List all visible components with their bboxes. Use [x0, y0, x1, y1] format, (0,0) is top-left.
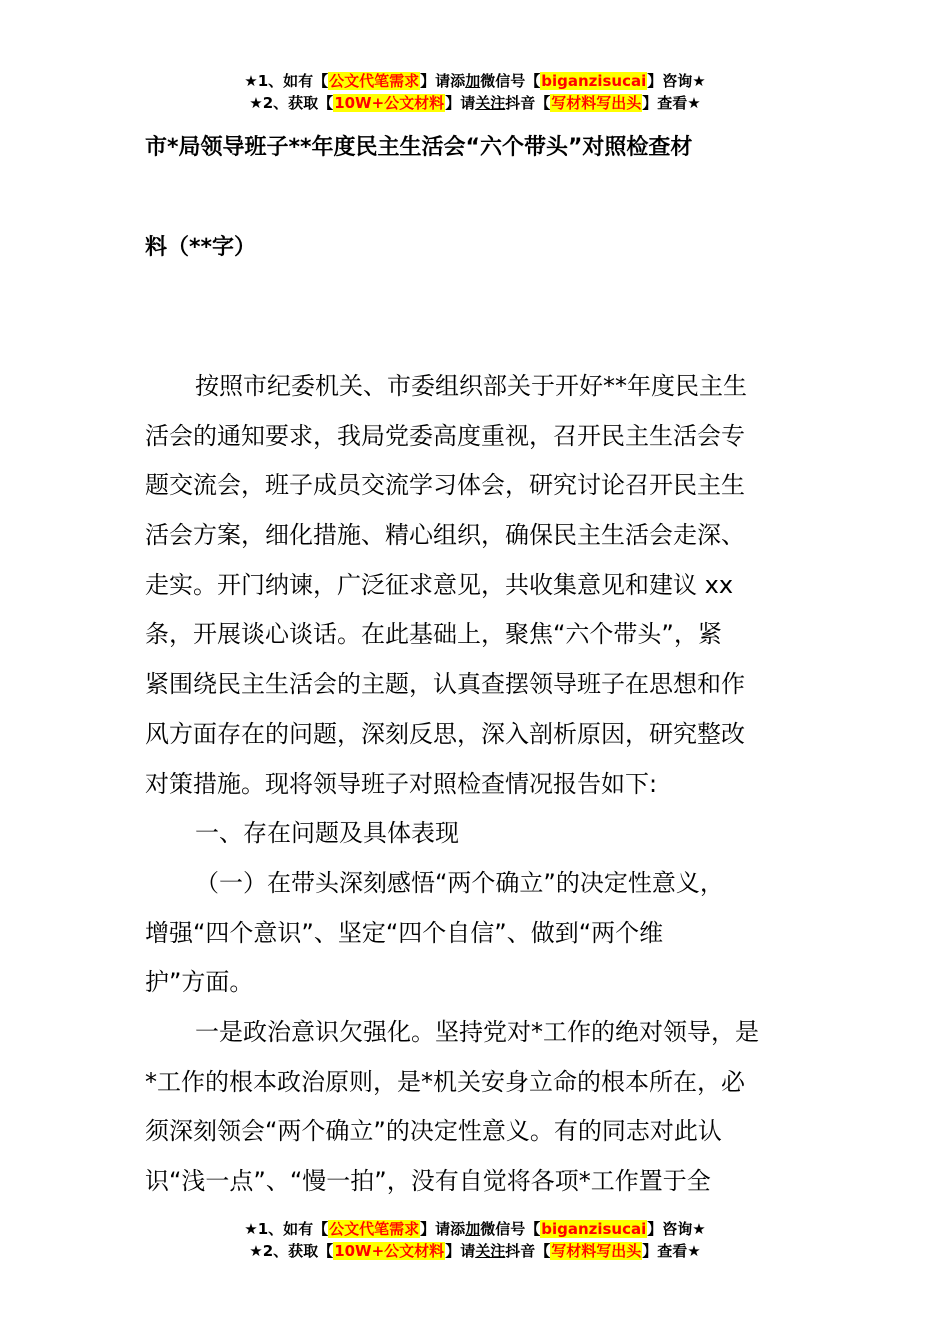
paragraph-line: 识“浅一点”、“慢一拍”，没有自觉将各项*工作置于全 — [145, 1167, 711, 1195]
paragraph-line: 风方面存在的问题，深刻反思，深入剖析原因，研究整改 — [145, 719, 745, 748]
highlight-service: 公文代笔需求 — [329, 1220, 420, 1238]
document-body — [145, 362, 810, 1207]
section-heading: 一、存在问题及具体表现 — [195, 819, 459, 848]
subsection-heading-line: 护”方面。 — [145, 968, 254, 997]
footer-promo-line-1: ★1、如有【公文代笔需求】请添加微信号【biganzisucai】咨询★ — [244, 1220, 706, 1238]
header-promo-line-1: ★1、如有【公文代笔需求】请添加微信号【biganzisucai】咨询★ — [244, 72, 706, 90]
subsection-heading-line: （一）在带头深刻感悟“两个确立”的决定性意义， — [195, 868, 724, 897]
highlight-service: 公文代笔需求 — [329, 72, 420, 90]
paragraph-line: 题交流会，班子成员交流学习体会，研究讨论召开民主生 — [145, 471, 745, 500]
paragraph-line: 活会方案，细化措施、精心组织，确保民主生活会走深、 — [145, 521, 745, 550]
paragraph-line: 按照市纪委机关、市委组织部关于开好**年度民主生 — [195, 372, 747, 400]
paragraph-line: 活会的通知要求，我局党委高度重视，召开民主生活会专 — [145, 421, 745, 450]
highlight-wechat-id: biganzisucai — [541, 72, 647, 90]
header-promo — [0, 70, 950, 114]
highlight-materials: 10W+公文材料 — [334, 94, 445, 112]
header-promo-line-2: ★2、获取【10W+公文材料】请关注抖音【写材料写出头】查看★ — [249, 94, 701, 112]
paragraph-line: 须深刻领会“两个确立”的决定性意义。有的同志对此认 — [145, 1117, 722, 1146]
highlight-douyin: 写材料写出头 — [551, 94, 642, 112]
document-title-line-2: 料（**字） — [145, 235, 257, 260]
footer-promo — [0, 1218, 950, 1262]
highlight-douyin: 写材料写出头 — [551, 1242, 642, 1260]
footer-promo-line-2: ★2、获取【10W+公文材料】请关注抖音【写材料写出头】查看★ — [249, 1242, 701, 1260]
paragraph-line: 走实。开门纳谏，广泛征求意见，共收集意见和建议 xx — [145, 570, 734, 599]
highlight-materials: 10W+公文材料 — [334, 1242, 445, 1260]
subsection-heading-line: 增强“四个意识”、坚定“四个自信”、做到“两个维 — [145, 918, 664, 947]
paragraph-line: *工作的根本政治原则，是*机关安身立命的根本所在，必 — [145, 1067, 745, 1096]
paragraph-line: 紧围绕民主生活会的主题，认真查摆领导班子在思想和作 — [145, 670, 745, 699]
document-title-line-1: 市*局领导班子**年度民主生活会“六个带头”对照检查材 — [145, 135, 693, 160]
paragraph-line: 条，开展谈心谈话。在此基础上，聚焦“六个带头”，紧 — [145, 620, 722, 649]
highlight-wechat-id: biganzisucai — [541, 1220, 647, 1238]
paragraph-line: 一是政治意识欠强化。坚持党对*工作的绝对领导，是 — [195, 1017, 759, 1046]
paragraph-line: 对策措施。现将领导班子对照检查情况报告如下: — [145, 769, 658, 798]
